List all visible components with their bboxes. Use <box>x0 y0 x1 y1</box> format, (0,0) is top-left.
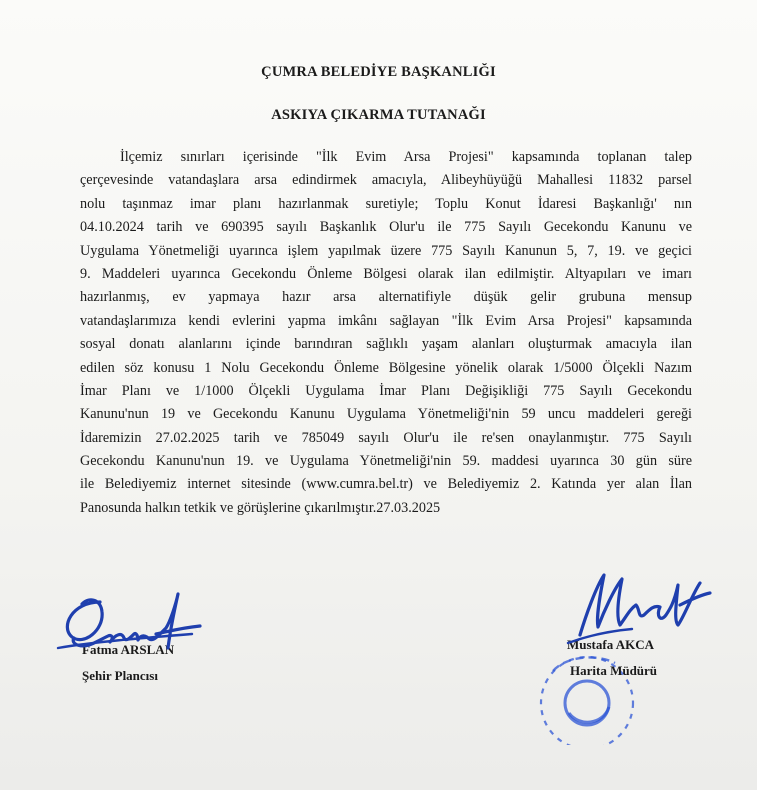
body-line: 04.10.2024 tarih ve 690395 sayılı Başkanlık Olur'u ile 775 Sayılı Gecekondu Kanunu ve <box>80 219 692 236</box>
body-line: Kanunu'nun 19 ve Gecekondu Kanunu Uygulama Yönetmeliği'nin 59 uncu maddeleri gereği <box>80 406 692 423</box>
body-line: Uygulama Yönetmeliği uyarınca işlem yapılmak üzere 775 Sayılı Kanunun 5, 7, 19. ve geçici <box>80 242 692 259</box>
body-line: vatandaşlarımıza kendi evlerini yapma imkânı sağlayan "İlk Evim Arsa Projesi" kapsamında <box>80 312 692 329</box>
right-signatory-name: Mustafa AKCA <box>567 637 655 652</box>
body-line: ile Belediyemiz internet sitesinde (www.cumra.bel.tr) ve Belediyemiz 2. Katında yer alan İlan <box>80 476 692 493</box>
right-signatory-title: Harita Müdürü <box>570 663 658 678</box>
body-line: İmar Planı ve 1/1000 Ölçekli Uygulama İmar Planı Değişikliği 775 Sayılı Gecekondu <box>80 382 692 399</box>
body-line: Panosunda halkın tetkik ve görüşlerine çıkarılmıştır.27.03.2025 <box>80 499 441 516</box>
body-line: çerçevesinde vatandaşlara arsa edindirmek amacıyla, Alibeyhüyüğü Mahallesi 11832 parsel <box>80 172 692 189</box>
left-handwritten-signature <box>52 582 217 672</box>
document-title: ASKIYA ÇIKARMA TUTANAĞI <box>271 107 486 123</box>
body-line: Gecekondu Kanunu'nun 19. ve Uygulama Yönetmeliği'nin 59. maddesi uyarınca 30 gün süre <box>80 453 692 470</box>
institution-heading: ÇUMRA BELEDİYE BAŞKANLIĞI <box>261 64 496 80</box>
left-signatory-title: Şehir Plancısı <box>82 668 158 683</box>
right-handwritten-signature <box>560 565 730 645</box>
body-line: sosyal donatı alanlarını içinde barındıran sağlıklı yaşam alanları oluşturmak amacıyla ilan <box>80 336 692 353</box>
body-line: edilen söz konusu 1 Nolu Gecekondu Önleme Bölgesine yönelik olarak 1/5000 Ölçekli Nazım <box>80 359 692 376</box>
body-line: nolu taşınmaz imar planı hazırlanmak suretiyle; Toplu Konut İdaresi Başkanlığı' nın <box>80 195 692 212</box>
body-line: hazırlanmış, ev yapmaya hazır arsa alternatifiyle düşük gelir grubuna mensup <box>80 289 692 306</box>
body-line: İdaremizin 27.02.2025 tarih ve 785049 sayılı Olur'u ile re'sen onaylanmıştır. 775 Sayılı <box>80 429 692 446</box>
left-signatory-name: Fatma ARSLAN <box>82 642 175 657</box>
document-body <box>80 146 692 520</box>
body-line: 9. Maddeleri uyarınca Gecekondu Önleme Bölgesi olarak ilan edilmiştir. Altyapıları ve imarı <box>80 265 692 282</box>
body-line: İlçemiz sınırları içerisinde "İlk Evim Arsa Projesi" kapsamında toplanan talep <box>120 149 692 165</box>
